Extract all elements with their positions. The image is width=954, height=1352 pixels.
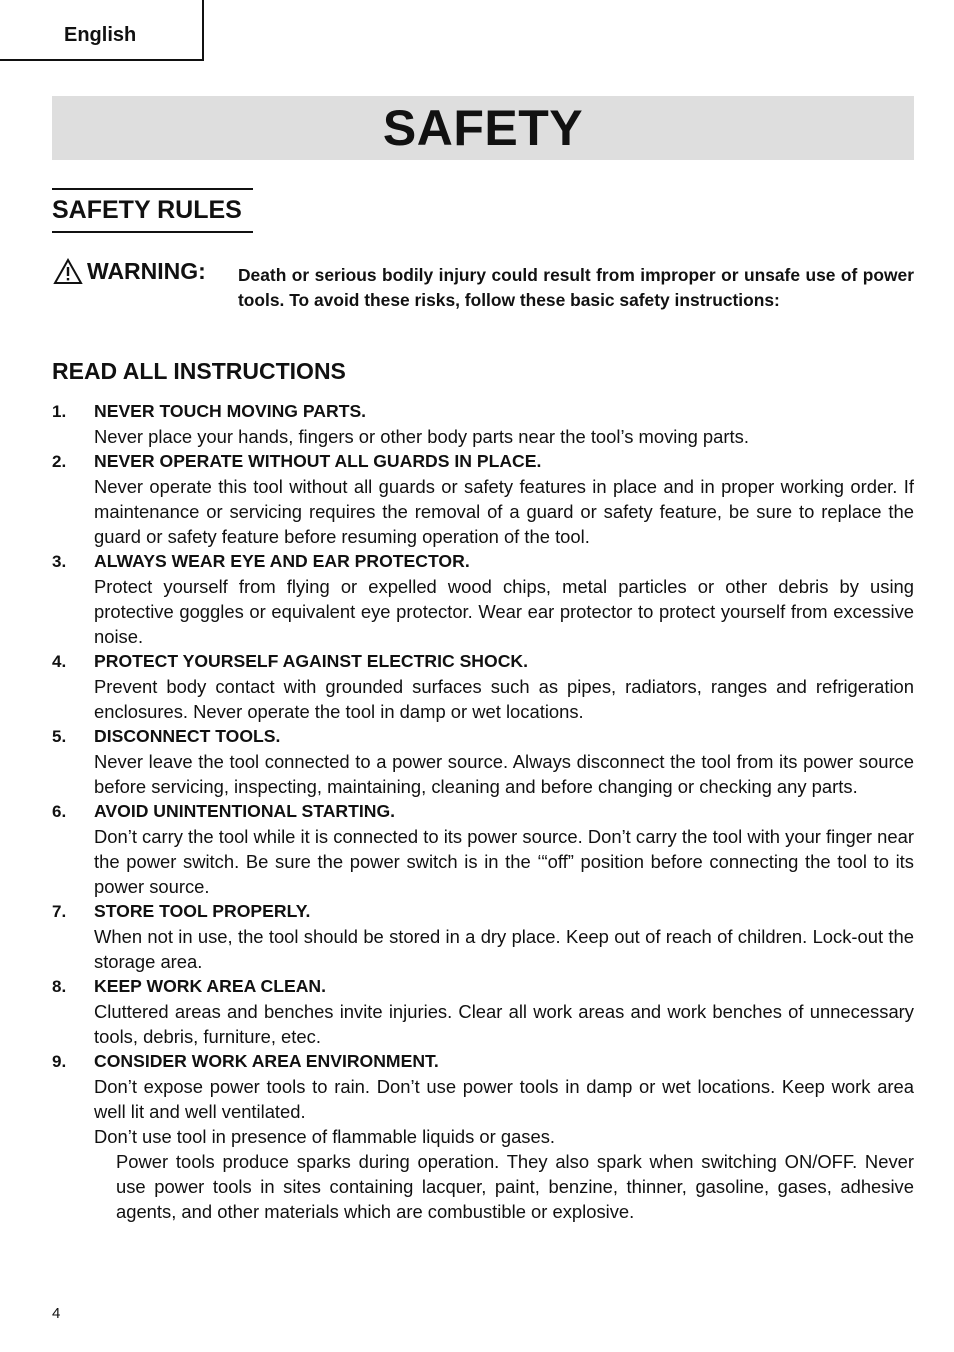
rule-number: 1. bbox=[52, 402, 67, 421]
rule-item bbox=[52, 399, 914, 449]
rule-body: When not in use, the tool should be stored in a dry place. Keep out of reach of children. Lock-out the storage area. bbox=[94, 926, 914, 972]
rule-item bbox=[52, 1049, 914, 1224]
section-heading-text: SAFETY RULES bbox=[52, 196, 242, 224]
rule-number: 9. bbox=[52, 1052, 67, 1071]
warning-label-text: WARNING: bbox=[87, 258, 206, 284]
rule-title: PROTECT YOURSELF AGAINST ELECTRIC SHOCK. bbox=[94, 651, 529, 671]
rule-number: 3. bbox=[52, 552, 67, 571]
rule-body: Protect yourself from flying or expelled wood chips, metal particles or other debris by using protective goggles or equivalent eye protector. Wear ear protector to protect yourself from excessive noise. bbox=[94, 576, 914, 647]
rule-title: NEVER TOUCH MOVING PARTS. bbox=[94, 401, 367, 421]
rule-title: STORE TOOL PROPERLY. bbox=[94, 901, 311, 921]
rule-body: Don’t use tool in presence of flammable liquids or gases. bbox=[94, 1126, 556, 1147]
rule-item bbox=[52, 649, 914, 724]
title-band bbox=[52, 96, 914, 160]
rule-body: Don’t carry the tool while it is connected to its power source. Don’t carry the tool with your finger near the power switch. Be sure the power switch is in the ‘“off” position before connecting the tool to its power source. bbox=[94, 826, 914, 897]
rule-number: 8. bbox=[52, 977, 67, 996]
rule-body: Never operate this tool without all guards or safety features in place and in proper working order. If maintenance or servicing requires the removal of a guard or safety feature, be sure to replace the guard or safety feature before resuming operation of the tool. bbox=[94, 476, 914, 547]
rules-list bbox=[52, 399, 914, 1224]
warning-label bbox=[53, 258, 206, 285]
rule-title: DISCONNECT TOOLS. bbox=[94, 726, 281, 746]
rule-number: 2. bbox=[52, 452, 67, 471]
page-title: SAFETY bbox=[382, 100, 584, 156]
rule-title: AVOID UNINTENTIONAL STARTING. bbox=[94, 801, 396, 821]
rule-body: Prevent body contact with grounded surfaces such as pipes, radiators, ranges and refrigeration enclosures. Never operate the tool in damp or wet locations. bbox=[94, 676, 914, 722]
language-label: English bbox=[64, 24, 137, 46]
rule-body: Never leave the tool connected to a power source. Always disconnect the tool from its power source before servicing, inspecting, maintaining, cleaning and before changing or checking any parts. bbox=[94, 751, 914, 797]
section-heading bbox=[52, 188, 253, 233]
rule-title: CONSIDER WORK AREA ENVIRONMENT. bbox=[94, 1051, 439, 1071]
rule-title: NEVER OPERATE WITHOUT ALL GUARDS IN PLACE. bbox=[94, 451, 542, 471]
rule-item bbox=[52, 974, 914, 1049]
rule-number: 4. bbox=[52, 652, 67, 671]
rule-number: 6. bbox=[52, 802, 67, 821]
rule-number: 5. bbox=[52, 727, 67, 746]
read-all-heading: READ ALL INSTRUCTIONS bbox=[52, 358, 346, 384]
rule-title: ALWAYS WEAR EYE AND EAR PROTECTOR. bbox=[94, 551, 470, 571]
rule-body: Power tools produce sparks during operation. They also spark when switching ON/OFF. Never use power tools in sites containing lacquer, paint, benzine, thinner, gasoline, gases, adhesive agents, and other materials which are combustible or explosive. bbox=[116, 1151, 914, 1222]
rule-item bbox=[52, 724, 914, 799]
rule-number: 7. bbox=[52, 902, 67, 921]
rule-body: Never place your hands, fingers or other body parts near the tool’s moving parts. bbox=[94, 426, 749, 447]
page-number: 4 bbox=[52, 1305, 61, 1322]
language-tab bbox=[0, 0, 204, 61]
rule-item bbox=[52, 899, 914, 974]
rule-title: KEEP WORK AREA CLEAN. bbox=[94, 976, 326, 996]
rule-item bbox=[52, 799, 914, 899]
rule-item bbox=[52, 449, 914, 549]
rule-body: Cluttered areas and benches invite injuries. Clear all work areas and work benches of unnecessary tools, debris, furniture, etec. bbox=[94, 1001, 914, 1047]
warning-text: Death or serious bodily injury could result from improper or unsafe use of power tools. To avoid these risks, follow these basic safety instructions: bbox=[238, 265, 914, 310]
warning-triangle-icon bbox=[53, 258, 83, 285]
rule-body: Don’t expose power tools to rain. Don’t use power tools in damp or wet locations. Keep work area well lit and well ventilated. bbox=[94, 1076, 914, 1122]
rule-item bbox=[52, 549, 914, 649]
